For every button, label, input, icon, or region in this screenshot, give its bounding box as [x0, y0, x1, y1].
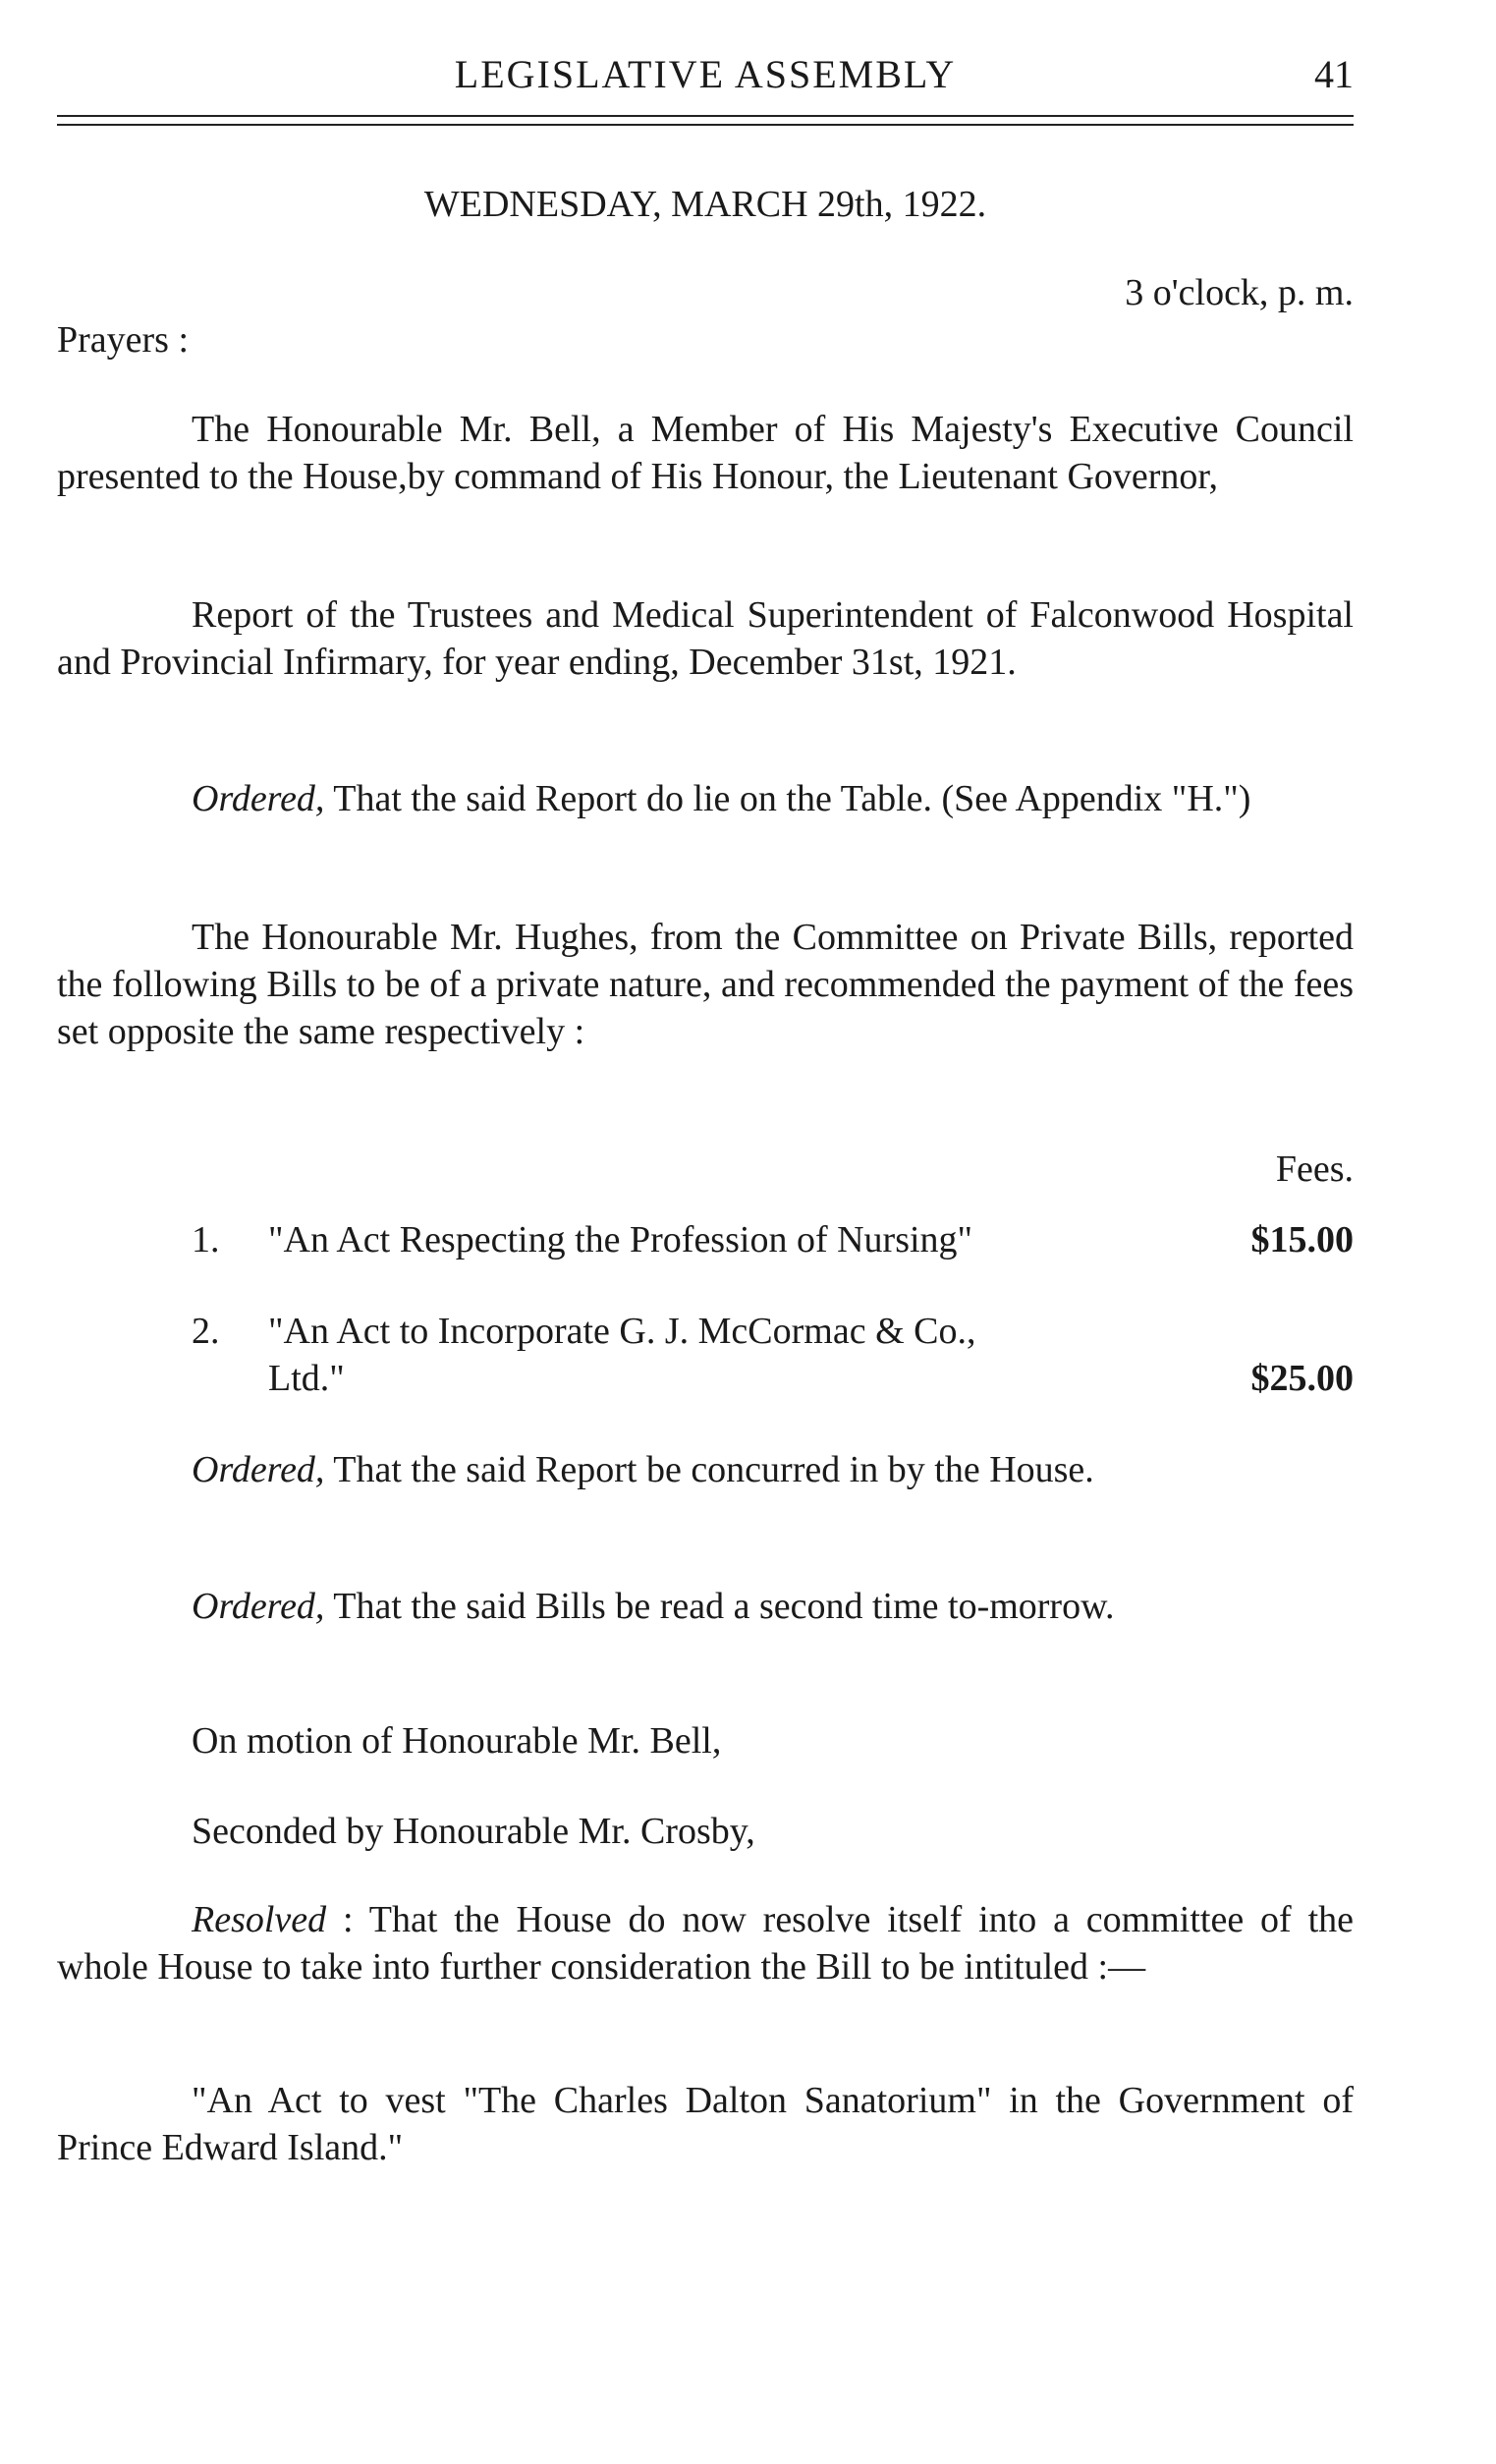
- ordered-concurred: [57, 1446, 1354, 1493]
- bill-fee: $25.00: [1250, 1358, 1354, 1399]
- ordered-text: That the said Bills be read a second time to-morrow.: [324, 1586, 1115, 1627]
- paragraph-hughes-report: The Honourable Mr. Hughes, from the Committee on Private Bills, reported the following Bills to be of a private nature, and recommended the payment of the fees set opposite the same respectively :: [57, 917, 1354, 1052]
- bill-fee: $15.00: [1250, 1219, 1354, 1260]
- ordered-text: That the said Report do lie on the Table. (See Appendix "H."): [324, 778, 1251, 819]
- date-heading: WEDNESDAY, MARCH 29th, 1922.: [423, 184, 987, 225]
- paragraph-report-title: Report of the Trustees and Medical Superintendent of Falconwood Hospital and Provincial Infirmary, for year ending, December 31st, 1921.: [57, 594, 1354, 683]
- prayers-line: Prayers :: [57, 319, 190, 361]
- ordered-lead: Ordered,: [192, 778, 325, 819]
- resolved-paragraph: [57, 1896, 1354, 1990]
- bill-title: "An Act to Incorporate G. J. McCormac & Co.,: [268, 1311, 976, 1352]
- sitting-time: 3 o'clock, p. m.: [1125, 272, 1354, 313]
- ordered-lead: Ordered,: [192, 1449, 325, 1490]
- act-title: "An Act to vest "The Charles Dalton Sanatorium" in the Government of Prince Edward Island.": [57, 2080, 1354, 2168]
- seconded-line: Seconded by Honourable Mr. Crosby,: [192, 1811, 755, 1852]
- ordered-text: That the said Report be concurred in by the House.: [324, 1449, 1094, 1490]
- bill-number: 1.: [192, 1219, 220, 1260]
- fees-label: Fees.: [1275, 1148, 1354, 1190]
- paragraph-presented: The Honourable Mr. Bell, a Member of His Majesty's Executive Council presented to the House,by command of His Honour, the Lieutenant Governor,: [57, 409, 1354, 497]
- resolved-text: : That the House do now resolve itself into a committee of the whole House to take into further consideration the Bill to be intituled :—: [57, 1899, 1354, 1988]
- motion-line: On motion of Honourable Mr. Bell,: [192, 1720, 722, 1762]
- bill-title-continued: Ltd.": [268, 1358, 345, 1399]
- ordered-second-reading: [57, 1583, 1354, 1630]
- ordered-lead: Ordered,: [192, 1586, 325, 1627]
- header-title: LEGISLATIVE ASSEMBLY: [454, 52, 957, 96]
- resolved-lead: Resolved: [192, 1899, 327, 1940]
- bill-title: "An Act Respecting the Profession of Nursing": [268, 1219, 973, 1260]
- running-header: [57, 51, 1354, 110]
- bill-number: 2.: [192, 1311, 220, 1352]
- header-rule-top: [57, 115, 1354, 117]
- header-rule-bottom: [57, 124, 1354, 126]
- document-page: [57, 0, 1354, 2464]
- ordered-lie-on-table: [57, 775, 1354, 822]
- page-number: 41: [1314, 52, 1354, 96]
